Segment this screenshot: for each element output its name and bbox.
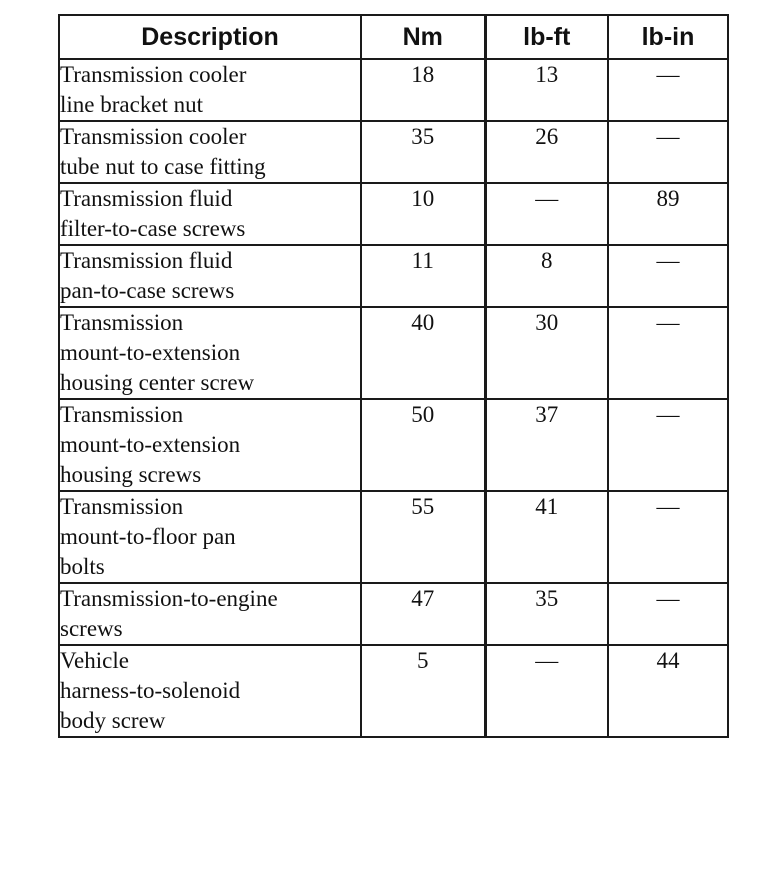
header-lbft: lb-ft xyxy=(485,15,608,59)
lbft-cell: 37 xyxy=(485,399,608,491)
description-cell xyxy=(59,183,361,245)
description-line: mount-to-floor pan xyxy=(60,524,236,549)
description-line: line bracket nut xyxy=(60,92,204,117)
lbin-cell: — xyxy=(608,583,728,645)
description-line: harness-to-solenoid xyxy=(60,678,241,703)
lbft-cell: 26 xyxy=(485,121,608,183)
lbft-cell: 35 xyxy=(485,583,608,645)
description-cell xyxy=(59,59,361,121)
description-line: filter-to-case screws xyxy=(60,216,246,241)
lbin-cell: 44 xyxy=(608,645,728,737)
table-header xyxy=(59,15,728,59)
description-line: mount-to-extension xyxy=(60,340,241,365)
lbin-cell: — xyxy=(608,245,728,307)
table-row xyxy=(59,183,728,245)
nm-cell: 11 xyxy=(361,245,485,307)
nm-cell: 35 xyxy=(361,121,485,183)
table-row xyxy=(59,245,728,307)
description-line: screws xyxy=(60,616,123,641)
description-line: Transmission fluid xyxy=(60,186,233,211)
lbft-cell: — xyxy=(485,183,608,245)
nm-cell: 40 xyxy=(361,307,485,399)
lbft-cell: 41 xyxy=(485,491,608,583)
description-line: Transmission-to-engine xyxy=(60,586,278,611)
description-cell xyxy=(59,491,361,583)
description-cell xyxy=(59,307,361,399)
description-line: Transmission xyxy=(60,494,184,519)
table-row xyxy=(59,121,728,183)
table-row xyxy=(59,491,728,583)
header-lbin: lb-in xyxy=(608,15,728,59)
table-row xyxy=(59,645,728,737)
description-line: mount-to-extension xyxy=(60,432,241,457)
description-cell xyxy=(59,245,361,307)
nm-cell: 50 xyxy=(361,399,485,491)
description-line: Transmission cooler xyxy=(60,62,247,87)
lbft-cell: 8 xyxy=(485,245,608,307)
description-line: tube nut to case fitting xyxy=(60,154,266,179)
description-line: Vehicle xyxy=(60,648,129,673)
lbin-cell: — xyxy=(608,307,728,399)
description-line: Transmission fluid xyxy=(60,248,233,273)
description-line: housing screws xyxy=(60,462,202,487)
table-row xyxy=(59,307,728,399)
nm-cell: 55 xyxy=(361,491,485,583)
description-cell xyxy=(59,399,361,491)
header-description: Description xyxy=(59,15,361,59)
description-line: bolts xyxy=(60,554,105,579)
lbin-cell: — xyxy=(608,121,728,183)
table-body xyxy=(59,59,728,737)
description-line: Transmission xyxy=(60,402,184,427)
lbin-cell: — xyxy=(608,491,728,583)
lbft-cell: 30 xyxy=(485,307,608,399)
description-cell xyxy=(59,583,361,645)
lbin-cell: — xyxy=(608,59,728,121)
table-row xyxy=(59,399,728,491)
description-line: housing center screw xyxy=(60,370,255,395)
table-row xyxy=(59,59,728,121)
description-line: body screw xyxy=(60,708,166,733)
torque-spec-table xyxy=(58,14,729,738)
nm-cell: 5 xyxy=(361,645,485,737)
lbft-cell: — xyxy=(485,645,608,737)
header-row xyxy=(59,15,728,59)
description-line: pan-to-case screws xyxy=(60,278,235,303)
lbin-cell: — xyxy=(608,399,728,491)
description-line: Transmission xyxy=(60,310,184,335)
table-row xyxy=(59,583,728,645)
description-cell xyxy=(59,645,361,737)
lbft-cell: 13 xyxy=(485,59,608,121)
nm-cell: 18 xyxy=(361,59,485,121)
header-nm: Nm xyxy=(361,15,485,59)
nm-cell: 10 xyxy=(361,183,485,245)
description-line: Transmission cooler xyxy=(60,124,247,149)
description-cell xyxy=(59,121,361,183)
nm-cell: 47 xyxy=(361,583,485,645)
lbin-cell: 89 xyxy=(608,183,728,245)
